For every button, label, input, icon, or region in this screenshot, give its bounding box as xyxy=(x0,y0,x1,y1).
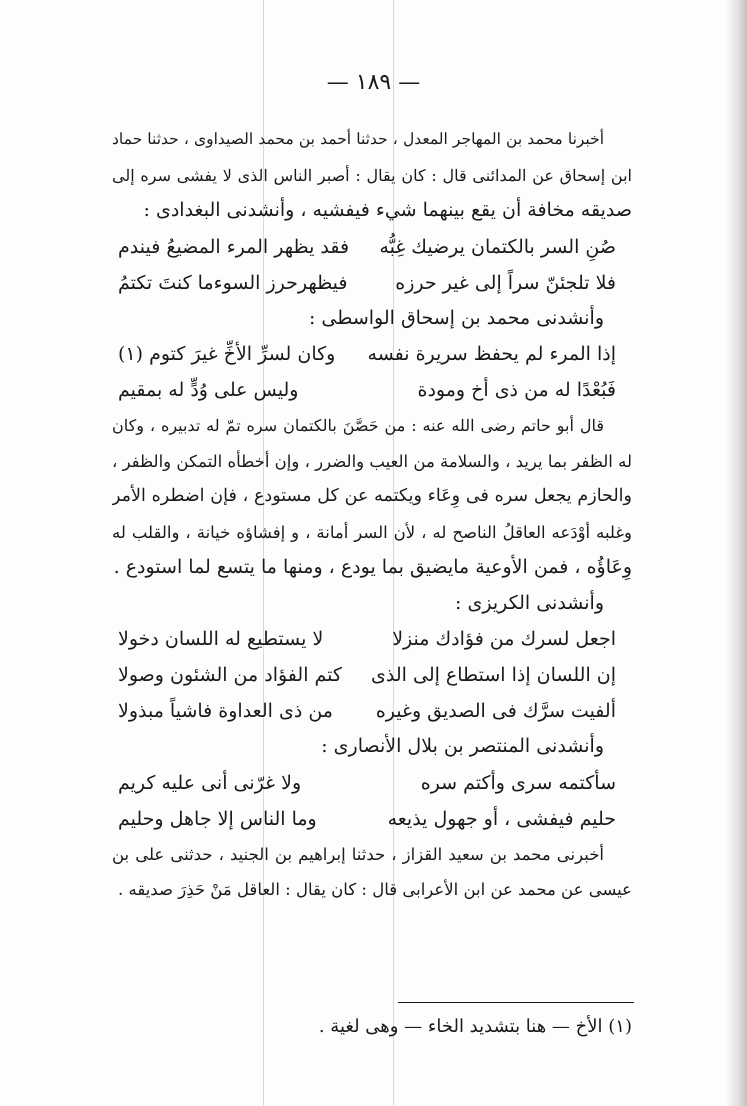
text-line: له الظفر بما يريد ، والسلامة من العيب والضرر ، وإن أخطأه التمكن والظفر ، xyxy=(112,451,632,471)
scan-edge-shadow xyxy=(725,0,747,1106)
text-line: وِعَاؤُه ، فمن الأوعية مايضيق بما يودع ، ومنها ما يتسع لما استودع . xyxy=(113,556,632,578)
page-body xyxy=(112,122,632,908)
verse-line xyxy=(112,801,632,837)
poem-intro: وأنشدنى الكريزى : xyxy=(455,591,604,614)
verse-first-hemistich: فلا تلجئنّ سراً إلى غير حرزه xyxy=(395,271,616,294)
text-line: أخبرنى محمد بن سعيد القزاز ، حدثنا إبراهيم بن الجنيد ، حدثنى على بن xyxy=(112,844,604,864)
verse-line xyxy=(112,657,632,693)
verse-first-hemistich: صُنِ السر بالكتمان يرضيك غِبُّه xyxy=(379,235,616,258)
footnote-divider xyxy=(398,1002,634,1003)
page-number: — ١٨٩ — xyxy=(326,70,421,95)
verse-first-hemistich: حليم فيفشى ، أو جهول يذيعه xyxy=(387,807,616,830)
text-line: قال أبو حاتم رضى الله عنه : من حَصَّنَ بالكتمان سره تمّ له تدبيره ، وكان xyxy=(112,416,604,435)
verse-second-hemistich: فقد يظهر المرء المضيعُ فيندم xyxy=(118,235,350,258)
verse-line xyxy=(112,765,632,801)
verse-second-hemistich: وليس على وُدٍّ له بمقيم xyxy=(118,379,299,401)
verse-line xyxy=(112,336,632,372)
verse-second-hemistich: لا يستطيع له اللسان دخولا xyxy=(118,628,324,650)
verse-second-hemistich: وكان لسرِّ الأخِّ غيرَ كتوم (١) xyxy=(118,343,336,365)
verse-second-hemistich: من ذى العداوة فاشياً مبذولا xyxy=(118,700,333,722)
verse-second-hemistich: وما الناس إلا جاهل وحليم xyxy=(118,807,317,830)
text-line: والحازم يجعل سره فى وِعَاء ويكتمه عن كل مستودع ، فإن اضطره الأمر xyxy=(112,486,632,506)
verse-first-hemistich: اجعل لسرك من فؤادك منزلا xyxy=(392,628,616,650)
verse-line xyxy=(112,229,632,265)
verse-first-hemistich: فَبُعْدًا له من ذى أخ ومودة xyxy=(417,379,616,401)
verse-first-hemistich: إذا المرء لم يحفظ سريرة نفسه xyxy=(367,343,616,365)
verse-line xyxy=(112,372,632,408)
verse-line xyxy=(112,265,632,301)
verse-first-hemistich: إن اللسان إذا استطاع إلى الذى xyxy=(371,664,616,686)
text-line: ابن إسحاق عن المدائنى قال : كان يقال : أصبر الناس الذى لا يفشى سره إلى xyxy=(112,165,632,185)
text-line: صديقه مخافة أن يقع بينهما شيء فيفشيه ، وأنشدنى البغدادى : xyxy=(143,199,632,221)
verse-second-hemistich: ولا غرّنى أنى عليه كريم xyxy=(118,771,302,794)
text-line: أخبرنا محمد بن المهاجر المعدل ، حدثنا أحمد بن محمد الصيداوى ، حدثنا حماد xyxy=(112,130,604,148)
poem-intro: وأنشدنى المنتصر بن بلال الأنصارى : xyxy=(321,735,604,757)
verse-first-hemistich: سأكتمه سرى وأكتم سره xyxy=(420,771,616,794)
verse-first-hemistich: ألفيت سرَّك فى الصديق وغيره xyxy=(375,700,616,722)
verse-line xyxy=(112,693,632,729)
text-line: عيسى عن محمد عن ابن الأعرابى قال : كان يقال : العاقل مَنْ حَذِرَ صديقه . xyxy=(118,880,632,899)
verse-second-hemistich: فيظهرحرز السوءما كنتَ تكتمُ xyxy=(118,271,348,294)
text-line: وغلبه أوْدَعه العاقلُ الناصح له ، لأن السر أمانة ، و إفشاؤه خيانة ، والقلب له xyxy=(112,522,632,542)
footnote: (١) الأخ — هنا بتشديد الخاء — وهى لغية . xyxy=(318,1016,632,1037)
verse-line xyxy=(112,621,632,657)
verse-second-hemistich: كتم الفؤاد من الشئون وصولا xyxy=(118,664,342,686)
poem-intro: وأنشدنى محمد بن إسحاق الواسطى : xyxy=(308,306,604,329)
